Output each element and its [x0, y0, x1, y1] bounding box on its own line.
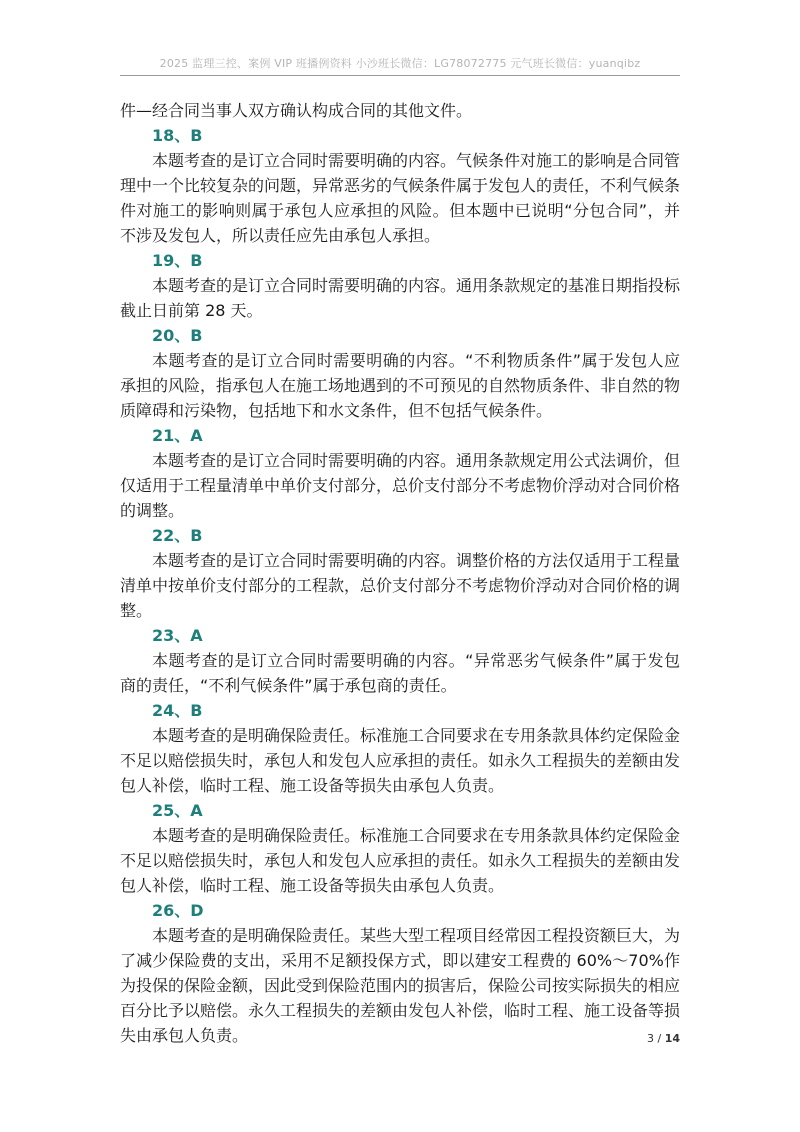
explanation-26: 本题考查的是明确保险责任。某些大型工程项目经常因工程投资额巨大，为了减少保险费的支出，采用不足额投保方式，即以建安工程费的 60%～70%作为投保的保险金额，因此受到保险范围内的损害后，保险公司按实际损失的相应百分比予以赔偿。永久工程损失的差额由发包人补偿，临时工程、施工设备等损失由承包人负责。 — [120, 926, 681, 1045]
answer-heading-26: 26、D — [152, 901, 204, 920]
explanation-18: 本题考查的是订立合同时需要明确的内容。气候条件对施工的影响是合同管理中一个比较复杂的问题，异常恶劣的气候条件属于发包人的责任，不利气候条件对施工的影响则属于承包人应承担的风险。但本题中已说明“分包合同”，并不涉及发包人，所以责任应先由承包人承担。 — [120, 151, 681, 245]
page-content — [120, 98, 680, 1048]
answer-heading-24: 24、B — [152, 701, 203, 720]
answer-heading-18: 18、B — [152, 126, 203, 145]
header-divider — [120, 75, 680, 76]
page-header: 2025 监理三控、案例 VIP 班播例资料 小沙班长微信：LG78072775 元气班长微信：yuanqibz — [159, 57, 641, 70]
answer-heading-21: 21、A — [152, 426, 203, 445]
explanation-22: 本题考查的是订立合同时需要明确的内容。调整价格的方法仅适用于工程量清单中按单价支付部分的工程款，总价支付部分不考虑物价浮动对合同价格的调整。 — [120, 551, 681, 620]
intro-text: 件—经合同当事人双方确认构成合同的其他文件。 — [120, 101, 473, 120]
explanation-25: 本题考查的是明确保险责任。标准施工合同要求在专用条款具体约定保险金不足以赔偿损失时，承包人和发包人应承担的责任。如永久工程损失的差额由发包人补偿，临时工程、施工设备等损失由承包人负责。 — [120, 826, 681, 895]
page-number — [647, 1032, 680, 1045]
page-separator: / — [653, 1032, 665, 1045]
answer-heading-25: 25、A — [152, 801, 203, 820]
page-current: 3 — [646, 1032, 654, 1045]
explanation-20: 本题考查的是订立合同时需要明确的内容。“不利物质条件”属于发包人应承担的风险，指承包人在施工场地遇到的不可预见的自然物质条件、非自然的物质障碍和污染物，包括地下和水文条件，但不包括气候条件。 — [120, 351, 681, 420]
answer-heading-22: 22、B — [152, 526, 203, 545]
page-total: 14 — [664, 1032, 680, 1045]
answer-heading-23: 23、A — [152, 626, 203, 645]
answer-heading-19: 19、B — [152, 251, 203, 270]
answer-heading-20: 20、B — [152, 326, 203, 345]
explanation-24: 本题考查的是明确保险责任。标准施工合同要求在专用条款具体约定保险金不足以赔偿损失时，承包人和发包人应承担的责任。如永久工程损失的差额由发包人补偿，临时工程、施工设备等损失由承包人负责。 — [120, 726, 681, 795]
explanation-19: 本题考查的是订立合同时需要明确的内容。通用条款规定的基准日期指投标截止日前第 28 天。 — [120, 276, 681, 320]
explanation-21: 本题考查的是订立合同时需要明确的内容。通用条款规定用公式法调价，但仅适用于工程量清单中单价支付部分，总价支付部分不考虑物价浮动对合同价格的调整。 — [120, 451, 681, 520]
explanation-23: 本题考查的是订立合同时需要明确的内容。“异常恶劣气候条件”属于发包商的责任，“不利气候条件”属于承包商的责任。 — [120, 651, 680, 695]
